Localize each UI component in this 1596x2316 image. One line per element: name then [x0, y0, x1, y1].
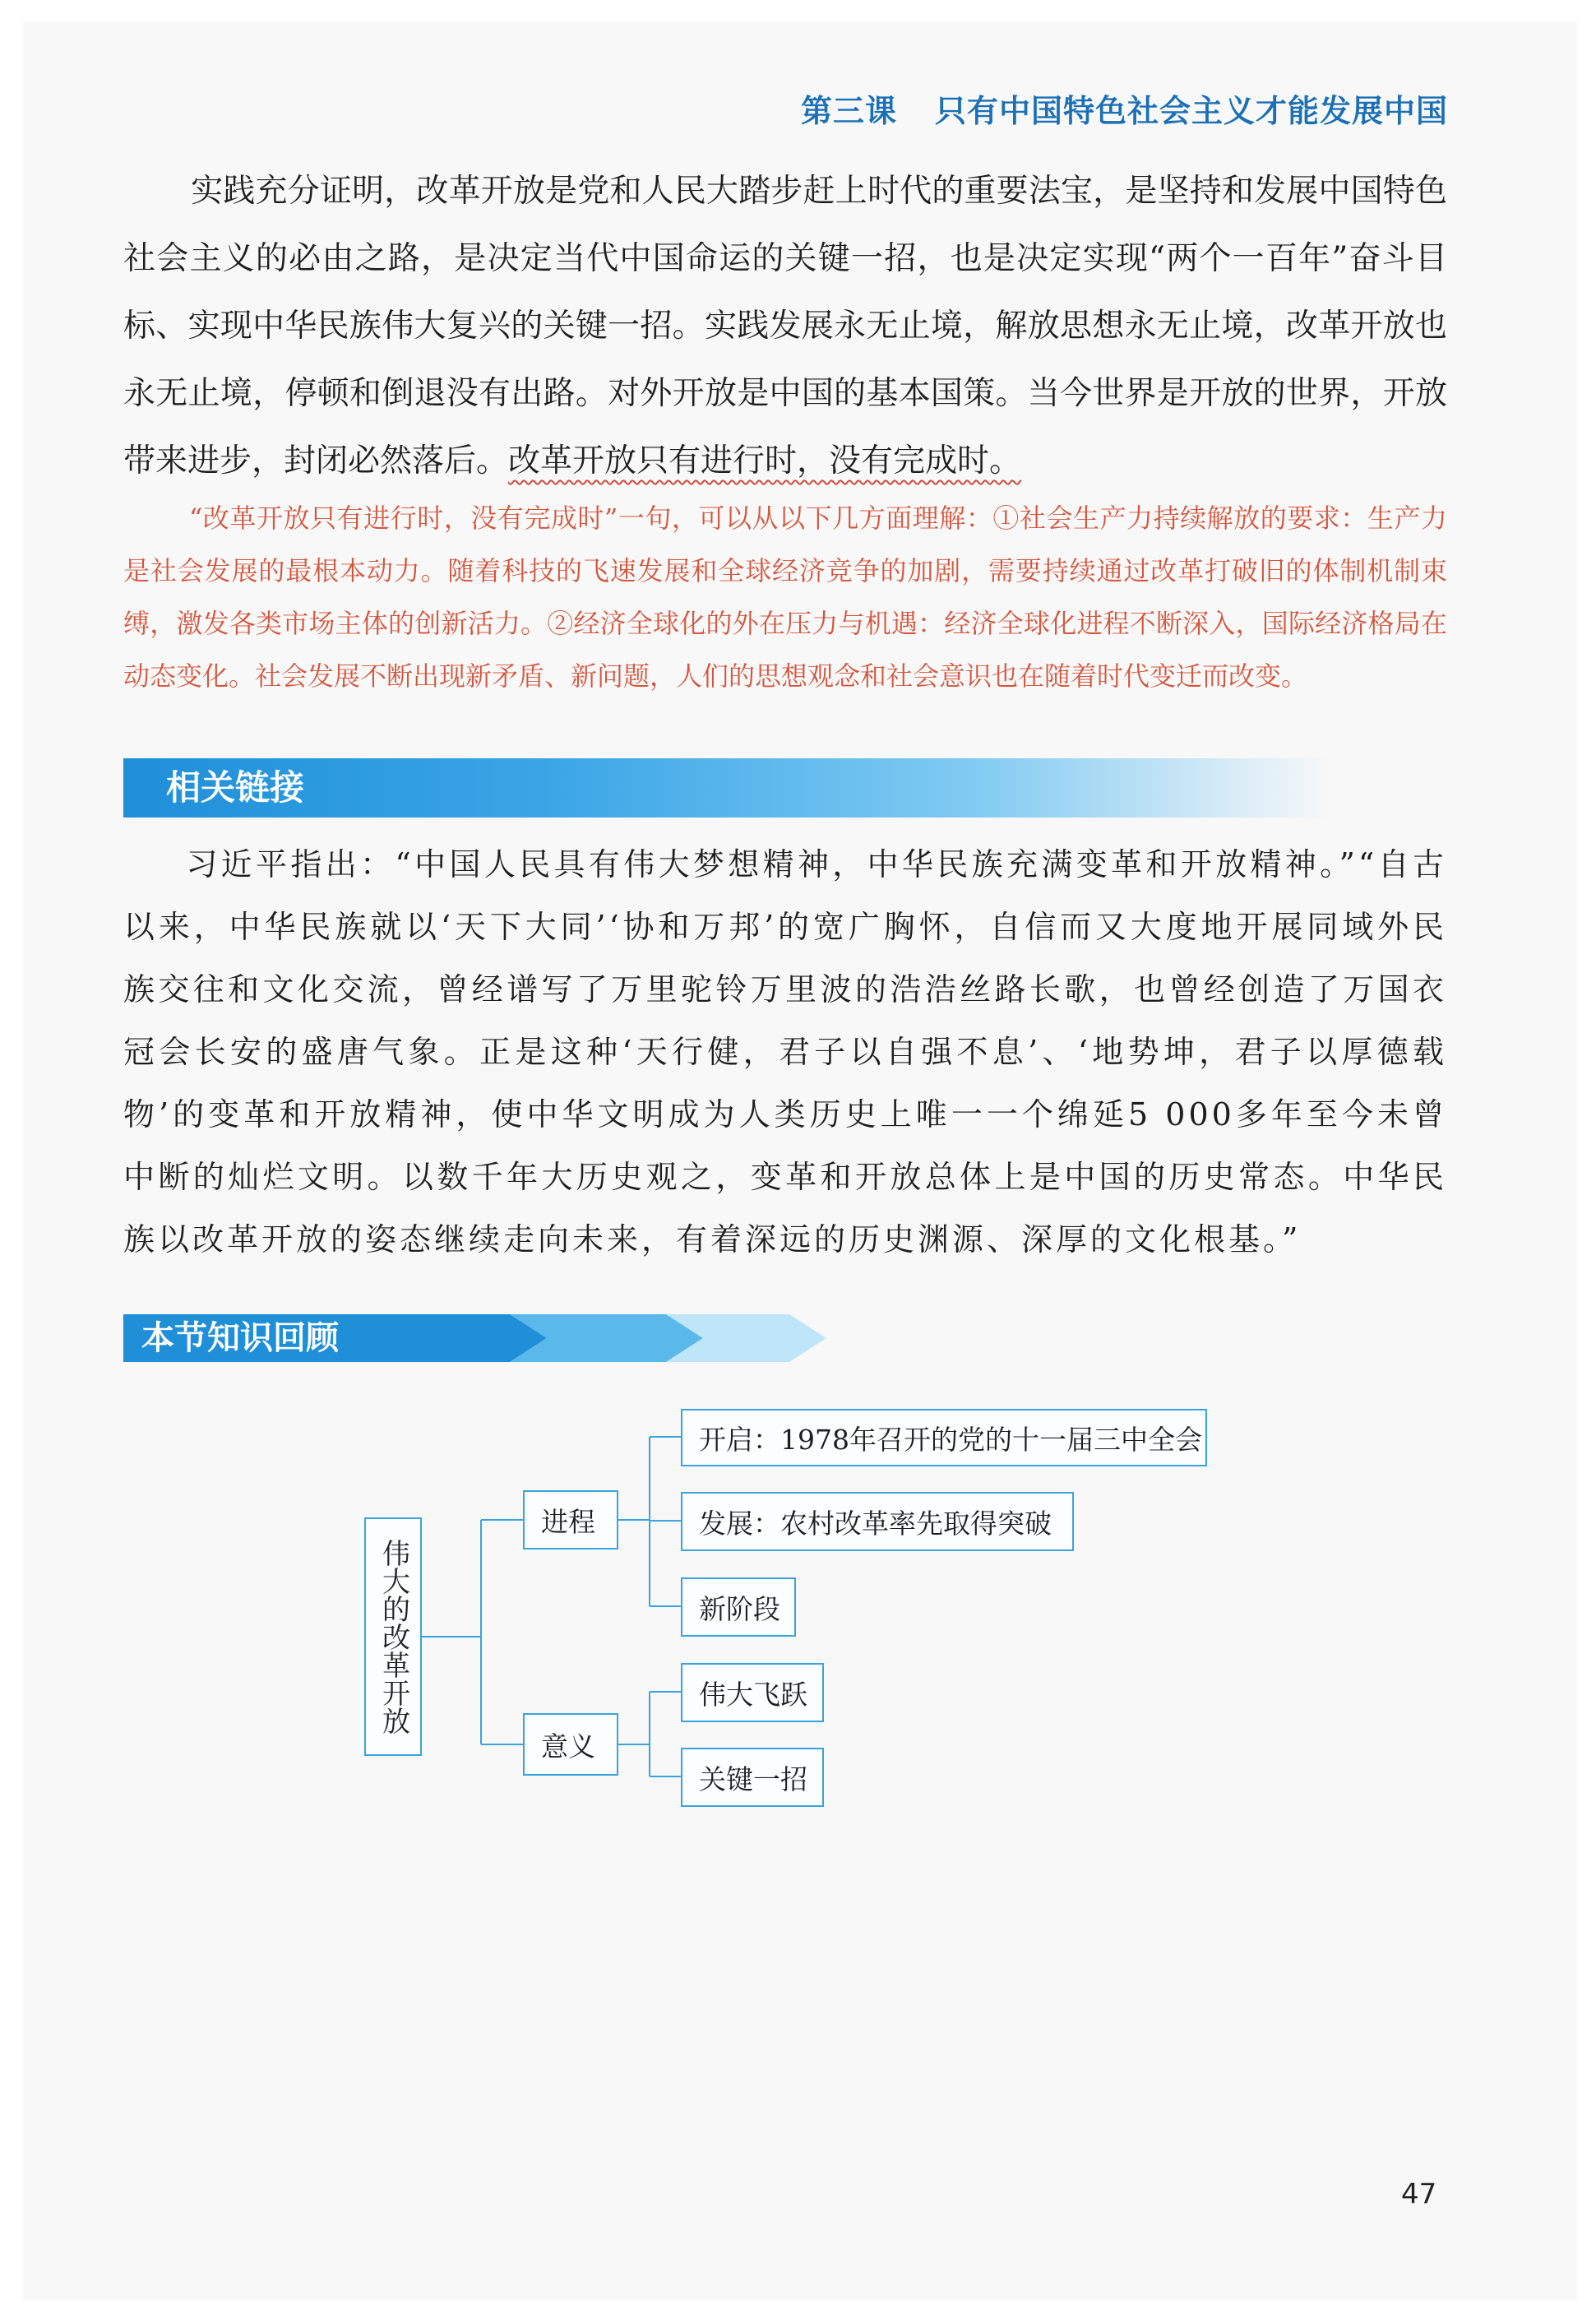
leaf-key-move: 关键一招: [681, 1748, 824, 1807]
lesson-title: 只有中国特色社会主义才能发展中国: [934, 93, 1448, 129]
leaf-start: 开启：1978年召开的党的十一届三中全会: [681, 1409, 1207, 1466]
main-paragraph-text: 实践充分证明，改革开放是党和人民大踏步赶上时代的重要法宝，是坚持和发展中国特色社会主义的必由之路，是决定当代中国命运的关键一招，也是决定实现“两个一百年”奋斗目标、实现中华民族伟大复兴的关键一招。实践发展永无止境，解放思想永无止境，改革开放也永无止境，停顿和倒退没有出路。对外开放是中国的基本国策。当今世界是开放的世界，开放带来进步，封闭必然落后。: [123, 173, 1447, 479]
related-link-heading: 相关链接: [166, 767, 305, 808]
branch-meaning: 意义: [523, 1713, 618, 1776]
mind-map-root: 伟大的改革开放: [364, 1517, 422, 1756]
lesson-number: 第三课: [800, 93, 897, 129]
branch-process: 进程: [523, 1490, 618, 1549]
emphasized-sentence: 改革开放只有进行时，没有完成时。: [508, 442, 1022, 479]
leaf-develop: 发展：农村改革率先取得突破: [681, 1492, 1074, 1551]
leaf-new-stage: 新阶段: [681, 1577, 796, 1637]
leaf-great-leap: 伟大飞跃: [681, 1663, 824, 1722]
note-text: “改革开放只有进行时，没有完成时”一句，可以从以下几方面理解：①社会生产力持续解放的要求：生产力是社会发展的最根本动力。随着科技的飞速发展和全球经济竞争的加剧，需要持续通过改革打破旧的体制机制束缚，激发各类市场主体的创新活力。②经济全球化的外在压力与机遇：经济全球化进程不断深入，国际经济格局在动态变化。社会发展不断出现新矛盾、新问题，人们的思想观念和社会意识也在随着时代变迁而改变。: [123, 503, 1447, 692]
related-link-text: 习近平指出：“中国人民具有伟大梦想精神，中华民族充满变革和开放精神。”“自古以来，中华民族就以‘天下大同’‘协和万邦’的宽广胸怀，自信而又大度地开展同域外民族交往和文化交流，曾经谱写了万里驼铃万里波的浩浩丝路长歌，也曾经创造了万国衣冠会长安的盛唐气象。正是这种‘天行健，君子以自强不息’、‘地势坤，君子以厚德载物’的变革和开放精神，使中华文明成为人类历史上唯一一个绵延5 000多年至今未曾中断的灿烂文明。以数千年大历史观之，变革和开放总体上是中国的历史常态。中华民族以改革开放的姿态继续走向未来，有着深远的历史渊源、深厚的文化根基。”: [123, 846, 1447, 1258]
page-number: 47: [1401, 2178, 1437, 2211]
review-heading: 本节知识回顾: [141, 1319, 339, 1357]
